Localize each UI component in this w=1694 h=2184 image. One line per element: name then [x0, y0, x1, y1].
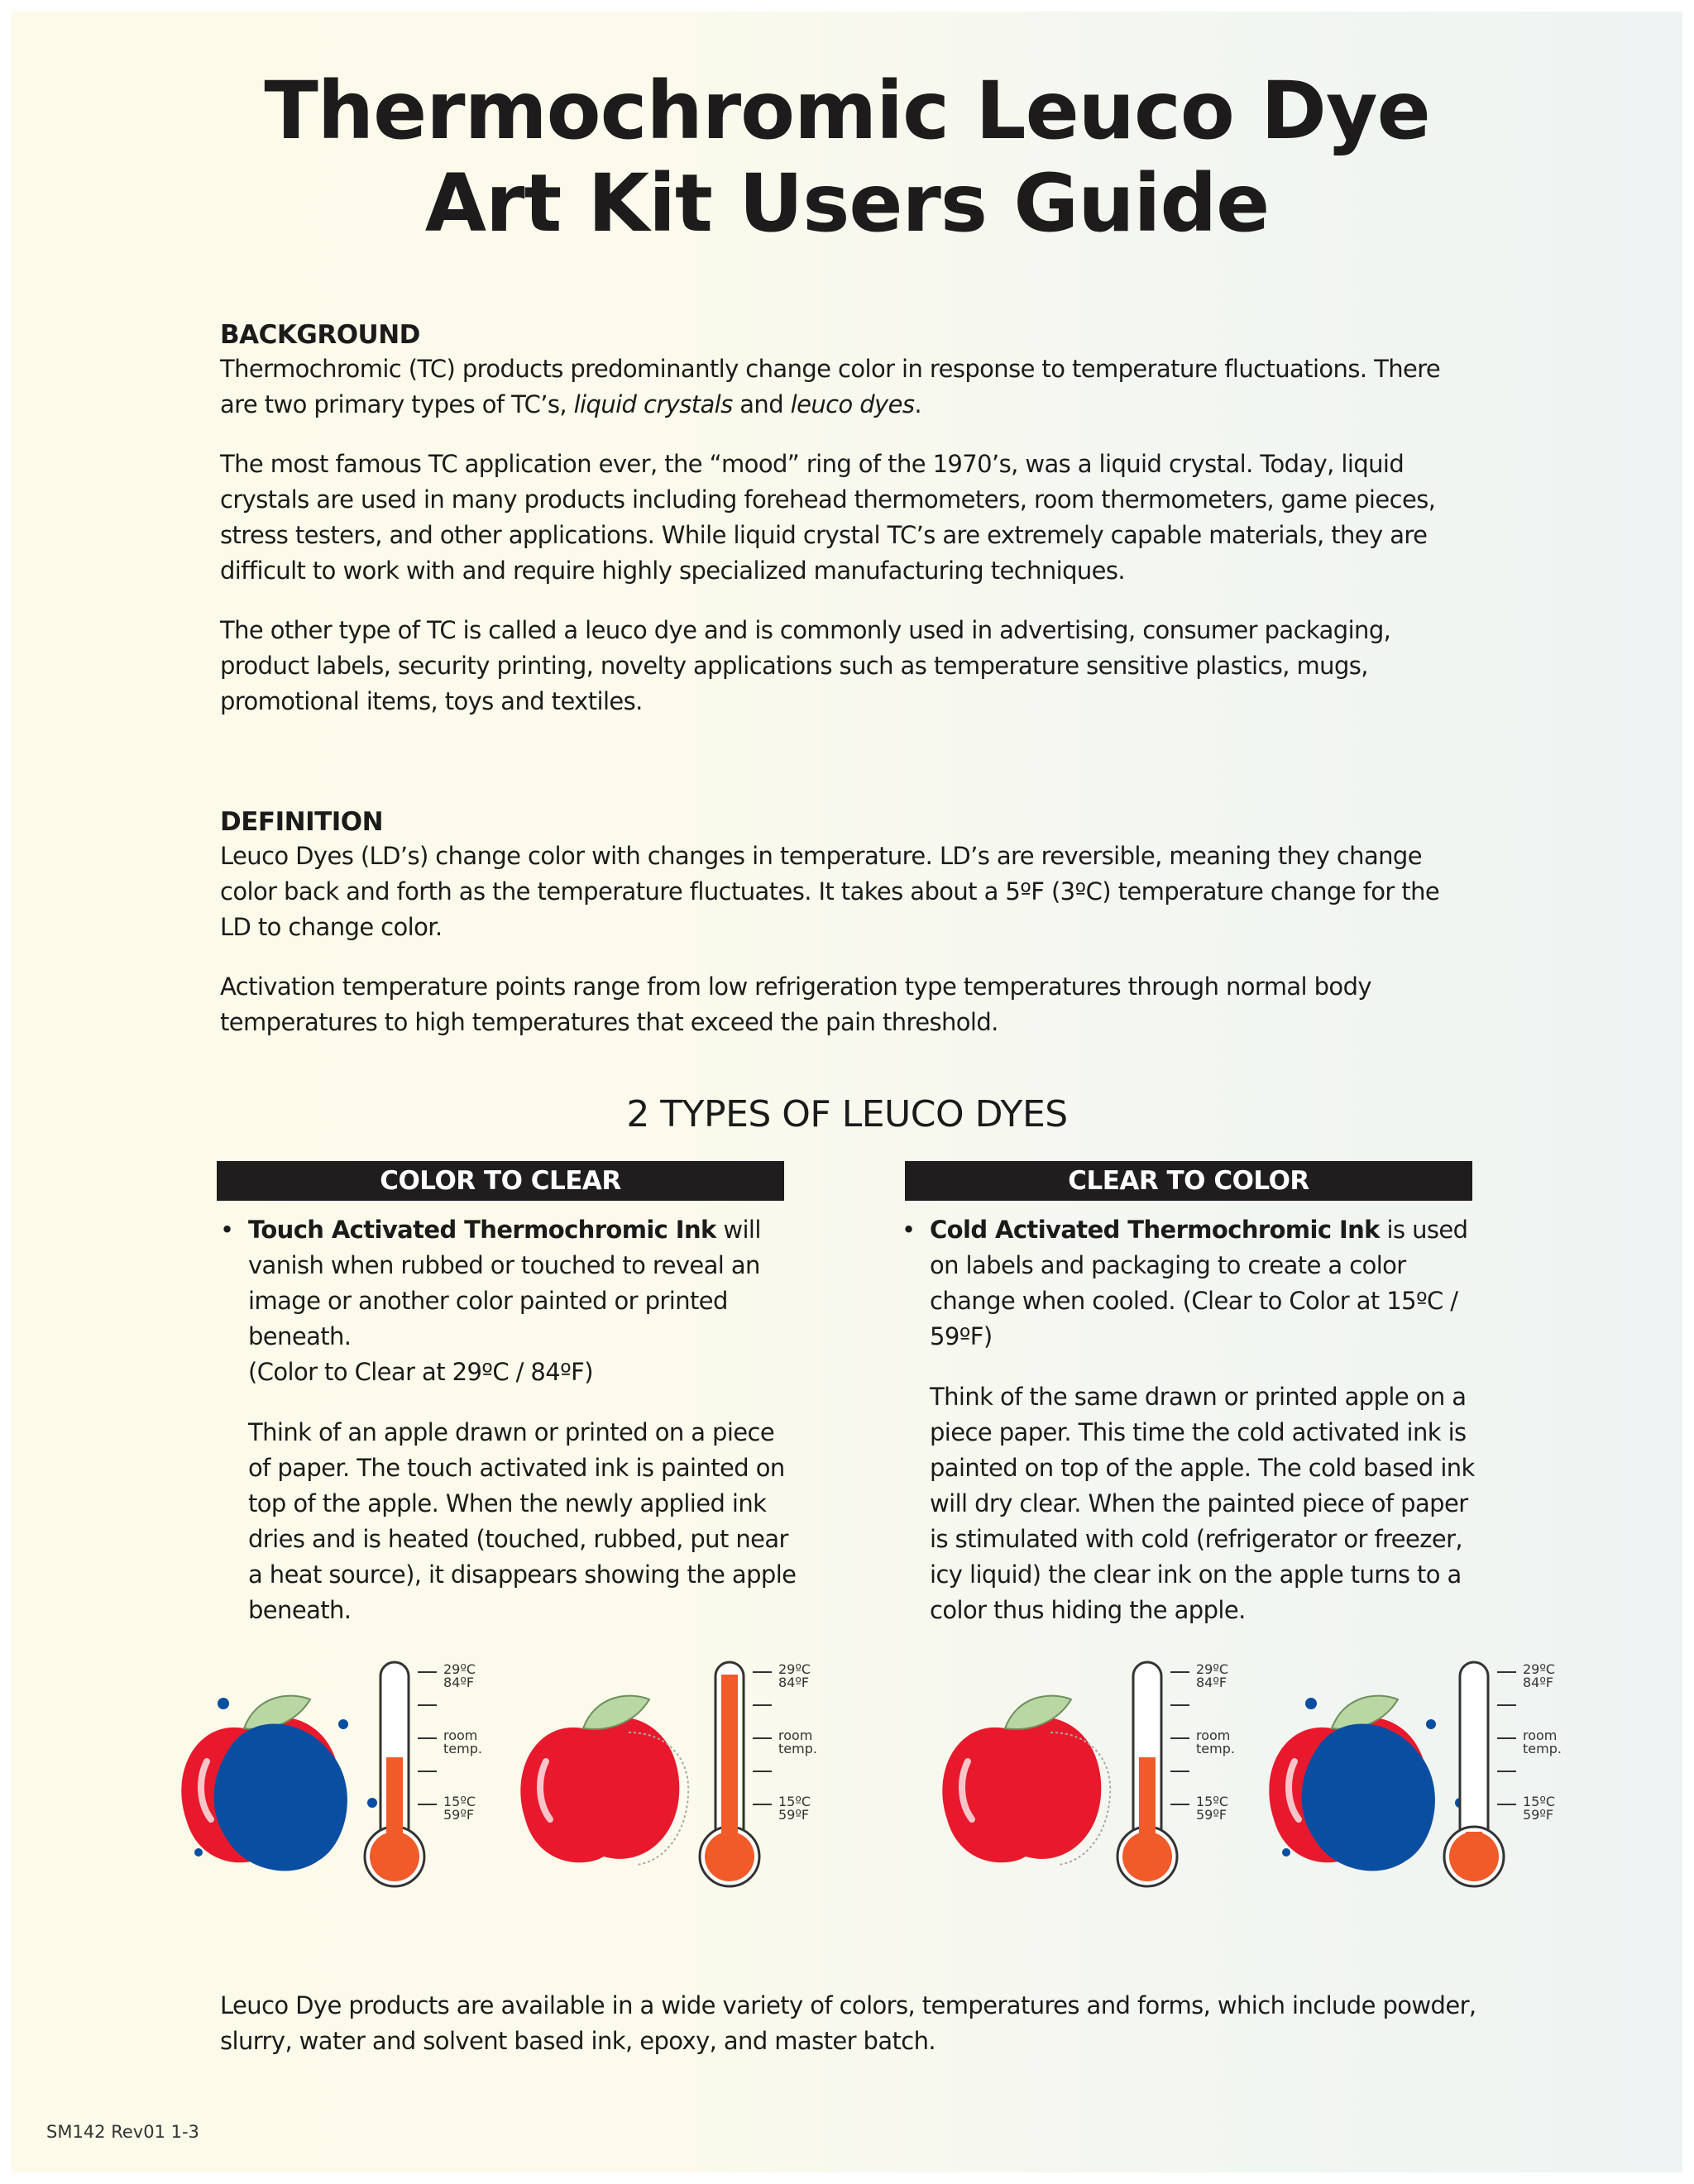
footer-paragraph: Leuco Dye products are available in a wide variety of colors, temperatures and forms, which include powder, slurry, water and solvent based ink, epoxy, and master batch. — [220, 1991, 1476, 2055]
thermometer-mercury — [1139, 1757, 1156, 1848]
thermometer-label: 15ºC — [778, 1794, 811, 1809]
ink-drop — [1426, 1719, 1436, 1729]
ink-drop — [367, 1798, 377, 1808]
thermometer-label: 15ºC — [1196, 1794, 1229, 1809]
thermometer-3 — [1117, 1661, 1235, 1886]
leuco-dyes-term: leuco dyes — [790, 390, 915, 418]
thermometer-label: 84ºF — [1523, 1675, 1554, 1690]
apple-thermometer-illustrations — [141, 1646, 1562, 1885]
thermometer-label: temp. — [443, 1741, 482, 1756]
thermometer-label: 84ºF — [778, 1675, 810, 1690]
definition-heading: DEFINITION — [220, 807, 384, 837]
touch-activated-term: Touch Activated Thermochromic Ink — [248, 1216, 716, 1244]
types-title: 2 TYPES OF LEUCO DYES — [626, 1093, 1068, 1135]
thermometer-label: 59ºF — [778, 1807, 810, 1823]
background-paragraph-2: The most famous TC application ever, the “mood” ring of the 1970’s, was a liquid crystal. Today, liquid crystals are used in many products including forehead thermometers, room thermometers, game pieces, stress testers, and other applications. While liquid crystal TC’s are extremely capable materials, they are difficult to work with and require highly specialized manufacturing techniques. — [220, 450, 1436, 585]
definition-section — [220, 805, 1477, 1064]
background-section — [220, 318, 1477, 743]
color-to-clear-header: COLOR TO CLEAR — [217, 1161, 784, 1201]
ink-drop — [218, 1698, 229, 1709]
thermometer-label: room — [1523, 1728, 1558, 1743]
thermometer-label: 59ºF — [443, 1807, 475, 1823]
thermometer-label: room — [443, 1728, 478, 1743]
thermometer-label: temp. — [1523, 1741, 1562, 1756]
title-line-1: Thermochromic Leuco Dye — [264, 65, 1430, 157]
clear-to-color-column — [902, 1212, 1481, 1653]
clear-to-color-header: CLEAR TO COLOR — [905, 1161, 1472, 1201]
background-paragraph-1: Thermochromic (TC) products predominantly change color in response to temperature fluctuations. There are two primary types of TC’s, liquid crystals and leuco dyes. — [220, 355, 1441, 418]
apple-2 — [520, 1696, 688, 1865]
thermometer-label: 15ºC — [1523, 1794, 1556, 1809]
color-to-clear-column — [220, 1212, 799, 1653]
bullet-dot: • — [220, 1216, 234, 1244]
color-to-clear-paragraph: Think of an apple drawn or printed on a piece of paper. The touch activated ink is painted on top of the apple. When the newly applied ink dries and is heated (touched, rubbed, put near a heat source), it disappears showing the apple beneath. — [248, 1418, 797, 1624]
illustration-svg — [141, 1646, 1562, 1885]
ink-drop — [1305, 1698, 1317, 1709]
clear-to-color-paragraph: Think of the same drawn or printed apple on a piece paper. This time the cold activated ink is painted on top of the apple. The cold based ink will dry clear. When the painted piece of paper is stimulated with cold (refrigerator or freezer, icy liquid) the clear ink on the apple turns to a color thus hiding the apple. — [930, 1383, 1475, 1624]
thermometer-mercury — [386, 1757, 403, 1848]
thermometer-label: 29ºC — [443, 1661, 476, 1677]
cold-activated-bullet: • Cold Activated Thermochromic Ink is used on labels and packaging to create a color change when cooled. (Clear to Color at 15ºC / 59ºF) — [902, 1212, 1481, 1355]
thermometer-label: 15ºC — [443, 1794, 476, 1809]
apple-body — [520, 1717, 679, 1862]
apple-4 — [1269, 1696, 1468, 1871]
thermometer-label: temp. — [1196, 1741, 1235, 1756]
ink-drop — [338, 1719, 348, 1729]
cold-activated-term: Cold Activated Thermochromic Ink — [930, 1216, 1380, 1244]
background-heading: BACKGROUND — [220, 320, 420, 350]
thermometer-label: 29ºC — [1523, 1661, 1556, 1677]
thermometer-2 — [700, 1661, 817, 1886]
thermometer-label: 59ºF — [1523, 1807, 1554, 1823]
thermometer-mercury — [1466, 1832, 1482, 1848]
definition-paragraph-1: Leuco Dyes (LD’s) change color with changes in temperature. LD’s are reversible, meaning they change color back and forth as the temperature fluctuates. It takes about a 5ºF (3ºC) temperature change for the LD to change color. — [220, 842, 1440, 941]
apple-3 — [942, 1696, 1110, 1865]
color-to-clear-temp: (Color to Clear at 29ºC / 84ºF) — [248, 1358, 593, 1386]
thermometer-label: 84ºF — [443, 1675, 475, 1690]
thermometer-tube — [1460, 1662, 1488, 1844]
ink-drop — [194, 1848, 203, 1857]
thermometer-label: 29ºC — [1196, 1661, 1229, 1677]
thermometer-label: room — [778, 1728, 813, 1743]
definition-paragraph-2: Activation temperature points range from low refrigeration type temperatures through normal body temperatures to high temperatures that exceed the pain threshold. — [220, 973, 1371, 1036]
thermometer-mercury — [721, 1675, 738, 1848]
thermometer-label: 84ºF — [1196, 1675, 1227, 1690]
apple-1 — [181, 1696, 380, 1871]
thermometer-label: temp. — [778, 1741, 817, 1756]
touch-activated-bullet: • Touch Activated Thermochromic Ink will vanish when rubbed or touched to reveal an image or another color painted or printed beneath. (Color to Clear at 29ºC / 84ºF) — [220, 1212, 799, 1390]
thermometer-1 — [365, 1661, 482, 1886]
background-paragraph-3: The other type of TC is called a leuco dye and is commonly used in advertising, consumer packaging, product labels, security printing, novelty applications such as temperature sensitive plastics, mugs, promotional items, toys and textiles. — [220, 616, 1391, 715]
apple-body — [942, 1717, 1101, 1862]
liquid-crystals-term: liquid crystals — [573, 390, 733, 418]
thermometer-label: room — [1196, 1728, 1231, 1743]
document-code: SM142 Rev01 1-3 — [46, 2122, 199, 2142]
thermometer-label: 59ºF — [1196, 1807, 1227, 1823]
document-title — [0, 65, 1694, 250]
ink-drop — [1282, 1848, 1290, 1857]
thermometer-label: 29ºC — [778, 1661, 811, 1677]
bullet-dot: • — [902, 1216, 916, 1244]
thermometer-4 — [1444, 1661, 1562, 1886]
title-line-2: Art Kit Users Guide — [424, 157, 1270, 250]
